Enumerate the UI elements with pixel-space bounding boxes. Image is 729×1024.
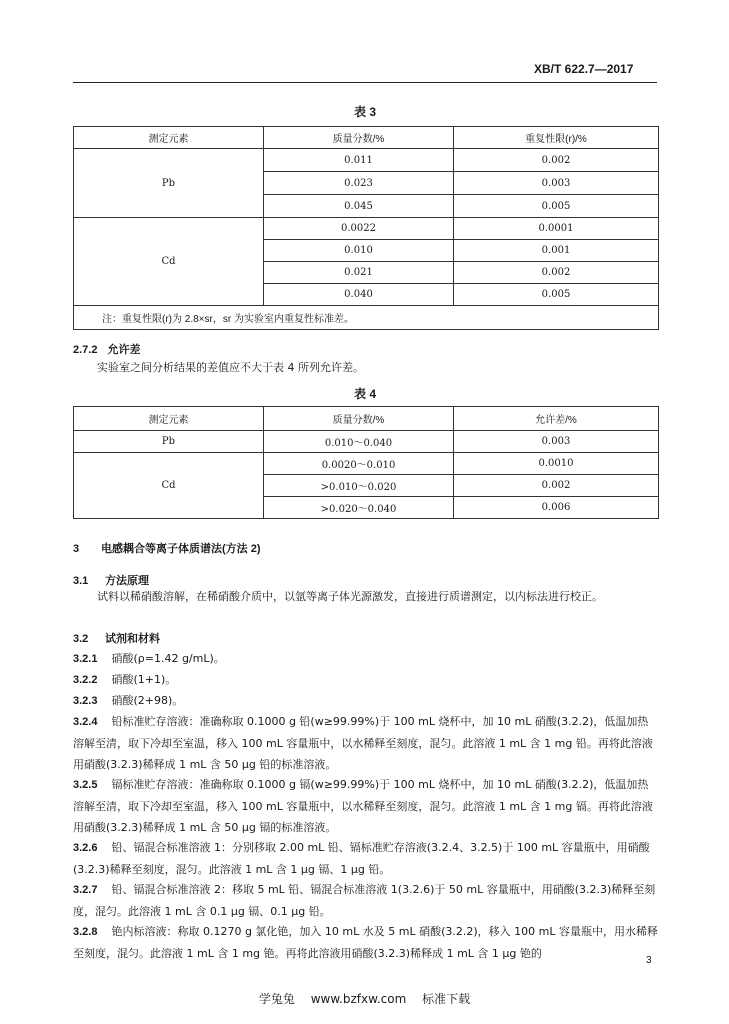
table-header-row bbox=[74, 407, 659, 431]
item-number: 3.2.5 bbox=[73, 779, 98, 791]
footer-url[interactable]: www.bzfxw.com bbox=[310, 992, 407, 1006]
table-cell: 0.023 bbox=[264, 172, 454, 195]
element-cell: Pb bbox=[74, 149, 264, 218]
footer-tagline: 标准下载 bbox=[422, 992, 471, 1006]
table4 bbox=[73, 406, 659, 519]
item-text: 镉标准贮存溶液：准确称取 0.1000 g 镉(w≥99.99%)于 100 mL 烧杯中，加 10 mL 硝酸(3.2.2)，低温加热溶解至清，取下冷却至室温，移入 100 mL 容量瓶中，以水稀释至刻度，混匀。此溶液 1 mL 含 1 mg 镉。再将此溶液用硝酸(3.2.3)稀释成 1 mL 含 50 μg 镉的标准溶液。 bbox=[73, 778, 653, 834]
item-text: 硝酸(2+98)。 bbox=[111, 694, 184, 707]
element-cell: Pb bbox=[74, 431, 264, 453]
item-text: 铯内标溶液：称取 0.1270 g 氯化铯，加入 10 mL 水及 5 mL 硝酸(3.2.2)，移入 100 mL 容量瓶中，用水稀释至刻度，混匀。此溶液 1 mL 含 1 mg 铯。再将此溶液用硝酸(3.2.3)稀释成 1 mL 含 1 μg 铯的 bbox=[73, 925, 658, 960]
section-number: 3.1 bbox=[73, 575, 89, 587]
table-cell: 0.006 bbox=[454, 497, 659, 519]
table-cell: 0.002 bbox=[454, 262, 659, 284]
section-heading-3 bbox=[73, 540, 261, 556]
standard-code: XB/T 622.7—2017 bbox=[534, 62, 634, 76]
item-text: 硝酸(1+1)。 bbox=[111, 673, 177, 686]
footer-watermark bbox=[0, 990, 729, 1007]
table-cell: 0.040 bbox=[264, 284, 454, 306]
column-header: 质量分数/% bbox=[264, 127, 454, 149]
column-header: 测定元素 bbox=[74, 127, 264, 149]
table-cell: 0.001 bbox=[454, 240, 659, 262]
column-header: 测定元素 bbox=[74, 407, 264, 431]
table-cell: 0.003 bbox=[454, 172, 659, 195]
table-cell: 0.005 bbox=[454, 195, 659, 218]
list-item bbox=[73, 648, 659, 670]
element-cell: Cd bbox=[74, 453, 264, 519]
table-row bbox=[74, 453, 659, 475]
table-cell: 0.045 bbox=[264, 195, 454, 218]
section-title: 方法原理 bbox=[105, 575, 149, 587]
item-number: 3.2.3 bbox=[73, 695, 98, 707]
table-cell: 0.002 bbox=[454, 475, 659, 497]
table-cell: 0.011 bbox=[264, 149, 454, 172]
item-number: 3.2.2 bbox=[73, 674, 98, 686]
item-number: 3.2.4 bbox=[73, 716, 98, 728]
item-text: 铅、镉混合标准溶液 1：分别移取 2.00 mL 铅、镉标准贮存溶液(3.2.4、3.2.5)于 100 mL 容量瓶中，用硝酸(3.2.3)稀释至刻度，混匀。此溶液 1 mL 含 1 μg 镉、1 μg 铅。 bbox=[73, 841, 650, 876]
table-row bbox=[74, 149, 659, 172]
list-item bbox=[73, 774, 659, 838]
item-number: 3.2.6 bbox=[73, 842, 98, 854]
section-title: 电感耦合等离子体质谱法(方法 2) bbox=[101, 543, 261, 555]
section-heading-3-2 bbox=[73, 630, 160, 646]
table-cell: 0.010～0.040 bbox=[264, 431, 454, 453]
list-item bbox=[73, 690, 659, 712]
table-cell: 0.021 bbox=[264, 262, 454, 284]
item-text: 铅、镉混合标准溶液 2：移取 5 mL 铅、镉混合标准溶液 1(3.2.6)于 50 mL 容量瓶中，用硝酸(3.2.3)稀释至刻度，混匀。此溶液 1 mL 含 0.1 μg 镉、0.1 μg 铅。 bbox=[73, 883, 656, 918]
table-cell: 0.010 bbox=[264, 240, 454, 262]
footer-site: 学兔兔 bbox=[258, 992, 295, 1006]
item-text: 铅标准贮存溶液：准确称取 0.1000 g 铅(w≥99.99%)于 100 mL 烧杯中，加 10 mL 硝酸(3.2.2)，低温加热溶解至清，取下冷却至室温，移入 100 mL 容量瓶中，以水稀释至刻度，混匀。此溶液 1 mL 含 1 mg 铅。再将此溶液用硝酸(3.2.3)稀释成 1 mL 含 50 μg 铅的标准溶液。 bbox=[73, 715, 653, 771]
list-item bbox=[73, 711, 659, 775]
list-item bbox=[73, 837, 659, 880]
column-header: 允许差/% bbox=[454, 407, 659, 431]
table-cell: 0.0020～0.010 bbox=[264, 453, 454, 475]
item-text: 硝酸(ρ=1.42 g/mL)。 bbox=[111, 652, 225, 665]
table3-caption: 表 3 bbox=[353, 105, 376, 119]
list-item bbox=[73, 669, 659, 691]
table-cell: 0.0001 bbox=[454, 218, 659, 240]
section-heading-2-7-2 bbox=[73, 341, 140, 357]
list-item bbox=[73, 879, 659, 922]
header-rule bbox=[73, 82, 657, 83]
column-header: 质量分数/% bbox=[264, 407, 454, 431]
table-cell: >0.020～0.040 bbox=[264, 497, 454, 519]
section-number: 2.7.2 bbox=[73, 344, 98, 356]
paragraph: 试料以稀硝酸溶解，在稀硝酸介质中，以氩等离子体光源激发，直接进行质谱测定，以内标法进行校正。 bbox=[97, 590, 603, 603]
section-title: 允许差 bbox=[107, 344, 141, 356]
table-cell: 0.0010 bbox=[454, 453, 659, 475]
table-cell: 0.005 bbox=[454, 284, 659, 306]
paragraph: 实验室之间分析结果的差值应不大于表 4 所列允许差。 bbox=[97, 361, 364, 374]
table3 bbox=[73, 126, 659, 330]
item-number: 3.2.7 bbox=[73, 884, 98, 896]
table-row bbox=[74, 431, 659, 453]
table-header-row bbox=[74, 127, 659, 149]
section-number: 3.2 bbox=[73, 633, 89, 645]
table3-note: 注：重复性限(r)为 2.8×sr，sr 为实验室内重复性标准差。 bbox=[74, 306, 659, 330]
section-title: 试剂和材料 bbox=[105, 633, 160, 645]
table-cell: >0.010～0.020 bbox=[264, 475, 454, 497]
column-header: 重复性限(r)/% bbox=[454, 127, 659, 149]
element-cell: Cd bbox=[74, 218, 264, 306]
item-number: 3.2.1 bbox=[73, 653, 98, 665]
table-cell: 0.002 bbox=[454, 149, 659, 172]
table-cell: 0.0022 bbox=[264, 218, 454, 240]
list-item bbox=[73, 921, 659, 964]
table4-caption: 表 4 bbox=[353, 387, 376, 401]
page-number: 3 bbox=[646, 955, 652, 966]
section-number: 3 bbox=[73, 543, 80, 555]
item-number: 3.2.8 bbox=[73, 926, 98, 938]
table-cell: 0.003 bbox=[454, 431, 659, 453]
table-row bbox=[74, 218, 659, 240]
table-note-row bbox=[74, 306, 659, 330]
